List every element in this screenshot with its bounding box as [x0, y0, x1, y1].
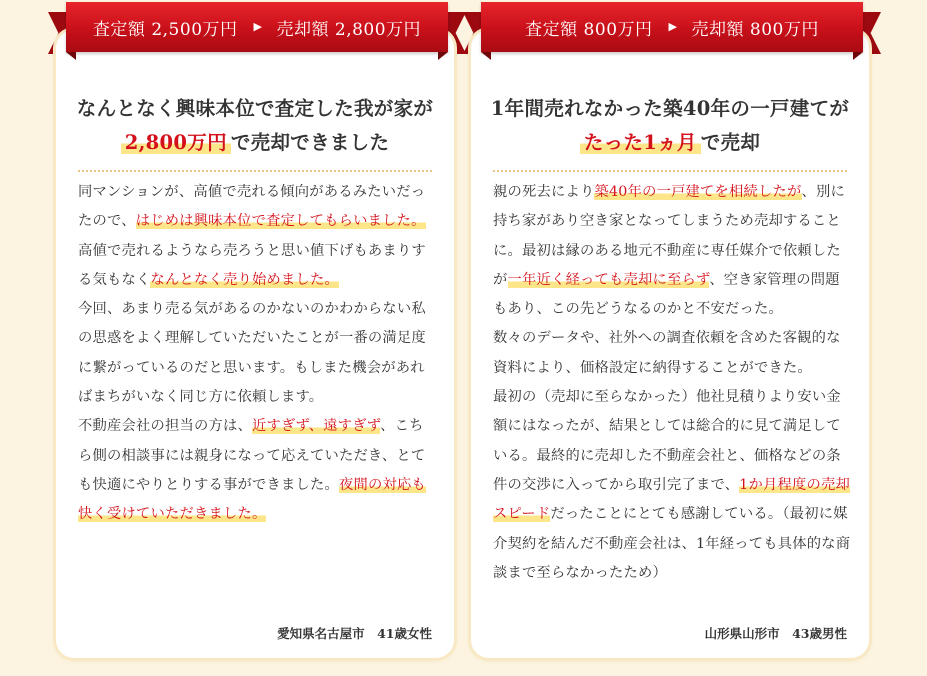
body-text-segment: 、別に持ち家があり空き家となってしまうため売却することに。最初は縁のある地元不動産に専任媒介で依頼したが — [493, 184, 846, 288]
price-ribbon — [66, 2, 448, 52]
ribbon-fold — [438, 52, 448, 60]
ribbon-fold — [853, 52, 863, 60]
highlighted-text: 築40年の一戸建てを相続したが — [594, 184, 802, 200]
author-info: 山形県山形市 43歳男性 — [704, 626, 847, 641]
testimonial-body — [78, 178, 436, 530]
ribbon-fold — [481, 52, 491, 60]
headline-line-1: なんとなく興味本位で査定した我が家が — [76, 97, 434, 120]
body-text-segment: 最初の（売却に至らなかった）他社見積りより安い金額にはなったが、結果としては総合的に見て満足している。最終的に売却した不動産会社と、価格などの条件の交渉に入ってから取引完了まで、 — [493, 389, 841, 493]
body-text-segment: 今回、あまり売る気があるのかないのかわからない私の思惑をよく理解していただいたことが一番の満足度に繋がっているのだと思います。もしまた機会があればまちがいなく同じ方に依頼します。 — [78, 301, 426, 406]
highlighted-text: 一年近く経っても売却に至らず — [507, 271, 710, 288]
body-text-segment: 、空き家管理の問題もあり、この先どうなるのかと不安だった。 — [493, 271, 840, 318]
arrow-right-icon: ▶ — [668, 19, 678, 33]
body-text-segment: 親の死去により — [493, 184, 595, 200]
headline-line-2-rest: で売却できました — [230, 131, 390, 154]
highlighted-text: 近すぎず、遠すぎず — [251, 418, 381, 435]
body-text-segment: だったことにとても感謝している。（最初に媒介契約を結んだ不動産会社は、1年経っても具体的な商談まで至らなかったため） — [493, 506, 851, 581]
headline-line-2-rest: で売却 — [700, 131, 761, 154]
headline-line-1: 1年間売れなかった築40年の一戸建てが — [490, 97, 850, 120]
card-headline — [471, 92, 869, 160]
highlighted-text: なんとなく売り始めました。 — [150, 271, 339, 288]
headline-highlight: たった1ヵ月 — [580, 131, 701, 154]
sale-price: 売却額 800万円 — [691, 19, 819, 40]
body-text-segment: 同マンションが、高値で売れる傾向があるみたいだったので、 — [78, 184, 426, 230]
highlighted-text: 1か月程度の売却スピード — [493, 476, 850, 523]
body-text-segment: 、こちら側の相談事には親身になって応えていただき、とても快適にやりとりする事ができました。 — [78, 418, 426, 493]
body-text-segment: 不動産会社の担当の方は、 — [78, 418, 252, 435]
highlighted-text: はじめは興味本位で査定してもらいました。 — [135, 213, 426, 230]
appraisal-price: 査定額 800万円 — [525, 19, 653, 40]
appraisal-price: 査定額 2,500万円 — [92, 19, 238, 40]
highlighted-text: 夜間の対応も快く受けていただきました。 — [78, 476, 426, 523]
arrow-right-icon: ▶ — [253, 19, 263, 33]
card-headline — [56, 92, 454, 160]
author-info: 愛知県名古屋市 41歳女性 — [277, 626, 432, 641]
ribbon-fold — [66, 52, 76, 60]
body-text-segment: 高値で売れるようなら売ろうと思い値下げもあまりする気もなく — [78, 242, 426, 288]
headline-line-2 — [471, 126, 869, 160]
headline-highlight: 2,800万円 — [121, 131, 231, 154]
testimonial-body — [493, 178, 851, 588]
body-text-segment: 数々のデータや、社外への調査依頼を含めた客観的な資料により、価格設定に納得することができた。 — [493, 330, 841, 376]
dotted-divider — [493, 170, 847, 172]
headline-line-2 — [56, 126, 454, 160]
dotted-divider — [78, 170, 432, 172]
testimonial-card-aichi — [56, 30, 454, 658]
sale-price: 売却額 2,800万円 — [276, 19, 422, 40]
price-ribbon — [481, 2, 863, 52]
testimonial-card-yamagata — [471, 30, 869, 658]
